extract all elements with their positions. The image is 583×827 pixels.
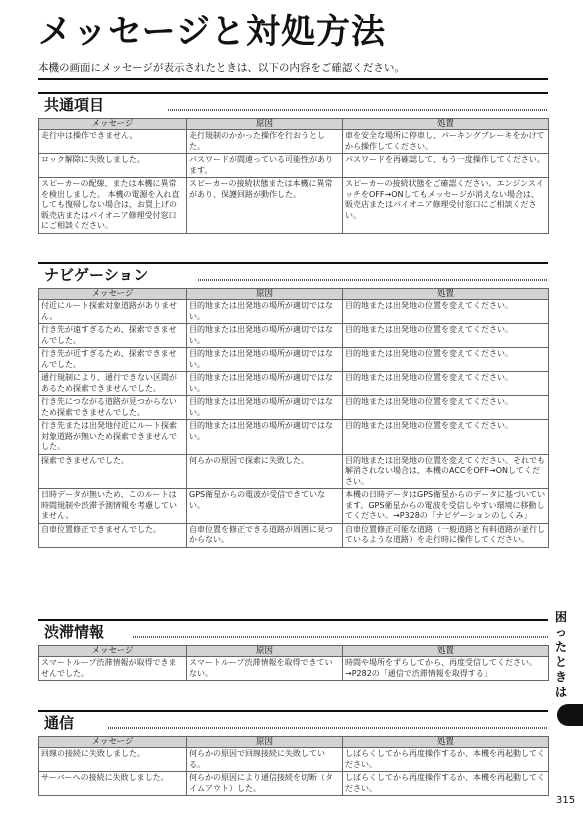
section-header (38, 92, 548, 118)
table-row (39, 420, 549, 455)
table-row (39, 130, 549, 154)
action-cell: スピーカーの接続状態をご確認ください。エンジンスイッチをOFF→ONしてもメッセージが消えない場合は、販売店またはパイオニア修理受付窓口にご相談ください。 (343, 178, 549, 234)
action-cell: 目的地または出発地の位置を変えてください。 (343, 396, 549, 420)
cause-cell: スピーカーの接続状態または本機に異常があり、保護回路が動作した。 (187, 178, 343, 234)
table-row (39, 300, 549, 324)
page-subtitle: 本機の画面にメッセージが表示されたときは、以下の内容をご確認ください。 (38, 62, 405, 74)
column-header-action: 処置 (343, 119, 549, 130)
action-cell: 目的地または出発地の位置を変えてください。 (343, 324, 549, 348)
column-header-cause: 原因 (187, 646, 343, 657)
section-header (38, 710, 548, 736)
action-cell: 本機の日時データはGPS衛星からのデータに基づいています。GPS衛星からの電波を受信しやすい環境に移動してください。→P328の「ナビゲーションのしくみ」 (343, 489, 549, 524)
table-row (39, 489, 549, 524)
action-cell: 目的地または出発地の位置を変えてください。それでも解消されない場合は、本機のACCをOFF→ONしてください。 (343, 454, 549, 489)
message-cell: 自車位置修正できませんでした。 (39, 523, 187, 547)
message-cell: 行き先または出発地付近にルート探索対象道路が無いため探索できませんでした。 (39, 420, 187, 455)
message-cell: 探索できませんでした。 (39, 454, 187, 489)
message-table (38, 288, 549, 548)
table-row (39, 748, 549, 772)
cause-cell: スマートループ渋滞情報を取得できていない。 (187, 657, 343, 681)
table-row (39, 348, 549, 372)
cause-cell: GPS衛星からの電波が受信できていない。 (187, 489, 343, 524)
table-row (39, 396, 549, 420)
cause-cell: 走行規制のかかった操作を行おうとした。 (187, 130, 343, 154)
section-title: ナビゲーション (44, 266, 149, 284)
action-cell: 車を安全な場所に停車し、パーキングブレーキをかけてから操作してください。 (343, 130, 549, 154)
action-cell: しばらくしてから再度操作するか、本機を再起動してください。 (343, 748, 549, 772)
section-traffic (38, 619, 548, 681)
table-row (39, 324, 549, 348)
column-header-cause: 原因 (187, 119, 343, 130)
cause-cell: 目的地または出発地の場所が適切ではない。 (187, 396, 343, 420)
cause-cell: 何らかの原因で回線接続に失敗している。 (187, 748, 343, 772)
column-header-message: メッセージ (39, 737, 187, 748)
table-header-row (39, 646, 549, 657)
table-row (39, 523, 549, 547)
section-header (38, 619, 548, 645)
section-divider (168, 109, 548, 111)
section-navigation (38, 262, 548, 548)
cause-cell: 何らかの原因により通信接続を切断（タイムアウト）した。 (187, 772, 343, 796)
cause-cell: 目的地または出発地の場所が適切ではない。 (187, 300, 343, 324)
cause-cell: 目的地または出発地の場所が適切ではない。 (187, 420, 343, 455)
cause-cell: 目的地または出発地の場所が適切ではない。 (187, 324, 343, 348)
column-header-cause: 原因 (187, 289, 343, 300)
section-divider (198, 279, 548, 281)
section-title: 共通項目 (44, 96, 105, 114)
column-header-message: メッセージ (39, 119, 187, 130)
cause-cell: パスワードが間違っている可能性があります。 (187, 154, 343, 178)
column-header-cause: 原因 (187, 737, 343, 748)
action-cell: 目的地または出発地の位置を変えてください。 (343, 420, 549, 455)
message-cell: 行き先が近すぎるため、探索できませんでした。 (39, 348, 187, 372)
column-header-action: 処置 (343, 646, 549, 657)
table-row (39, 372, 549, 396)
action-cell: 時間や場所をずらしてから、再度受信してください。→P282の「通信で渋滞情報を取得する」 (343, 657, 549, 681)
message-cell: 走行中は操作できません。 (39, 130, 187, 154)
column-header-message: メッセージ (39, 646, 187, 657)
cause-cell: 目的地または出発地の場所が適切ではない。 (187, 348, 343, 372)
message-cell: ロック解除に失敗しました。 (39, 154, 187, 178)
section-title: 渋滞情報 (44, 623, 105, 641)
chapter-tab-label: 困ったときは (554, 610, 567, 699)
section-title: 通信 (44, 714, 75, 732)
message-cell: 行き先につながる道路が見つからないため探索できませんでした。 (39, 396, 187, 420)
action-cell: 目的地または出発地の位置を変えてください。 (343, 372, 549, 396)
table-row (39, 772, 549, 796)
title-rule (38, 78, 548, 80)
message-cell: スマートループ渋滞情報が取得できませんでした。 (39, 657, 187, 681)
table-row (39, 454, 549, 489)
column-header-message: メッセージ (39, 289, 187, 300)
table-header-row (39, 289, 549, 300)
message-cell: 通行規制により、通行できない区間があるため探索できませんでした。 (39, 372, 187, 396)
table-row (39, 657, 549, 681)
page-title: メッセージと対処方法 (38, 12, 386, 52)
section-communication (38, 710, 548, 796)
table-row (39, 154, 549, 178)
action-cell: 目的地または出発地の位置を変えてください。 (343, 300, 549, 324)
message-cell: 日時データが無いため、このルートは時間規制や渋滞予測情報を考慮していません。 (39, 489, 187, 524)
action-cell: しばらくしてから再度操作するか、本機を再起動してください。 (343, 772, 549, 796)
page-number: 315 (556, 795, 576, 806)
action-cell: パスワードを再確認して、もう一度操作してください。 (343, 154, 549, 178)
message-cell: サーバーへの接続に失敗しました。 (39, 772, 187, 796)
message-cell: 行き先が遠すぎるため、探索できませんでした。 (39, 324, 187, 348)
action-cell: 目的地または出発地の位置を変えてください。 (343, 348, 549, 372)
cause-cell: 自車位置を修正できる道路が周囲に見つからない。 (187, 523, 343, 547)
message-table (38, 118, 549, 234)
message-table (38, 736, 549, 796)
message-cell: 回線の接続に失敗しました。 (39, 748, 187, 772)
section-header (38, 262, 548, 288)
cause-cell: 何らかの原因で探索に失敗した。 (187, 454, 343, 489)
section-divider (108, 727, 548, 729)
message-cell: スピーカーの配線、または本機に異常を検出しました。 本機の電源を入れ直しても復帰しない場合は、お買上げの販売店またはパイオニア修理受付窓口にご相談ください。 (39, 178, 187, 234)
message-cell: 付近にルート探索対象道路がありません。 (39, 300, 187, 324)
table-row (39, 178, 549, 234)
action-cell: 自車位置修正可能な道路（一般道路と有料道路が並行しているような道路）を走行時に操作してください。 (343, 523, 549, 547)
column-header-action: 処置 (343, 737, 549, 748)
message-table (38, 645, 549, 681)
table-header-row (39, 119, 549, 130)
section-common (38, 92, 548, 234)
chapter-tab-marker (557, 704, 583, 726)
cause-cell: 目的地または出発地の場所が適切ではない。 (187, 372, 343, 396)
column-header-action: 処置 (343, 289, 549, 300)
table-header-row (39, 737, 549, 748)
section-divider (133, 636, 548, 638)
